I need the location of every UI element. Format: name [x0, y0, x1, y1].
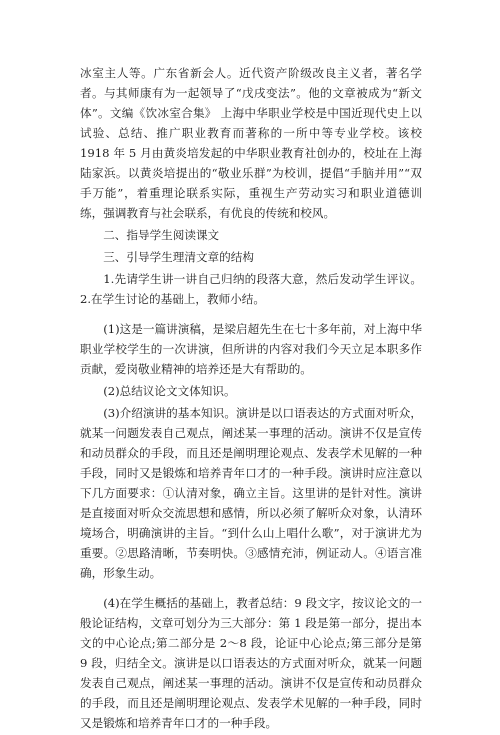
- point-2-paragraph: (2)总结议论文文体知识。: [103, 384, 236, 398]
- section-heading-guide-reading: 二、指导学生阅读课文: [103, 228, 220, 242]
- section-heading-structure: 三、引导学生理清文章的结构: [103, 250, 254, 264]
- point-1-paragraph: (1)这是一篇讲演稿，是梁启超先生在七十多年前，对上海中华职业学校学生的一次讲演，但所讲的内容对我们今天立足本职多作贡献，爱岗敬业精神的培养还是大有帮助的。: [80, 322, 422, 376]
- document-body: [80, 63, 422, 735]
- point-3-paragraph: (3)介绍演讲的基本知识。演讲是以口语表达的方式面对听众，就某一问题发表自己观点，阐述某一事理的活动。演讲不仅是宣传和动员群众的手段，而且还是阐明理论观点、发表学术见解的一种手段，同时又是锻炼和培养青年口才的一种手段。演讲时应注意以下几方面要求：①认清对象，确立主旨。这里讲的是针对性。演讲是直接面对听众交流思想和感情，所以必须了解听众对象，认清环境场合，明确演讲的主旨。“到什么山上唱什么歌”，对于演讲尤为重要。②思路清晰，节奏明快。③感情充沛，例证动人。④语言准确，形象生动。: [80, 406, 422, 580]
- point-4-paragraph: (4)在学生概括的基础上，教者总结：9 段文字，按议论文的一般论证结构，文章可划分为三大部分：第 1 段是第一部分，提出本文的中心论点;第二部分是 2～8 段，论证中心论点;第三部分是第 9 段，归结全文。演讲是以口语表达的方式面对听众，就某一问题发表自己观点，阐述某一事理的活动。演讲不仅是宣传和动员群众的手段，而且还是阐明理论观点、发表学术见解的一种手段，同时又是锻炼和培养青年口才的一种手段。: [80, 596, 422, 730]
- intro-paragraph: 冰室主人等。广东省新会人。近代资产阶级改良主义者，著名学者。与其师康有为一起领导了“戊戌变法”。他的文章被成为“新文体”。文编《饮冰室合集》 上海中华职业学校是中国近现代史上以试验、总结、推广职业教育而著称的一所中等专业学校。该校 1918 年 5 月由黄炎培发起的中华职业教育社创办的，校址在上海陆家浜。以黄炎培提出的“敬业乐群”为校训，提倡“手脑并用”“双手万能”，着重理论联系实际，重视生产劳动实习和职业道德训练，强调教育与社会联系，有优良的传统和校风。: [80, 66, 422, 220]
- structure-step-paragraph: 1.先请学生讲一讲自己归纳的段落大意，然后发动学生评议。2.在学生讨论的基础上，教师小结。: [80, 272, 422, 306]
